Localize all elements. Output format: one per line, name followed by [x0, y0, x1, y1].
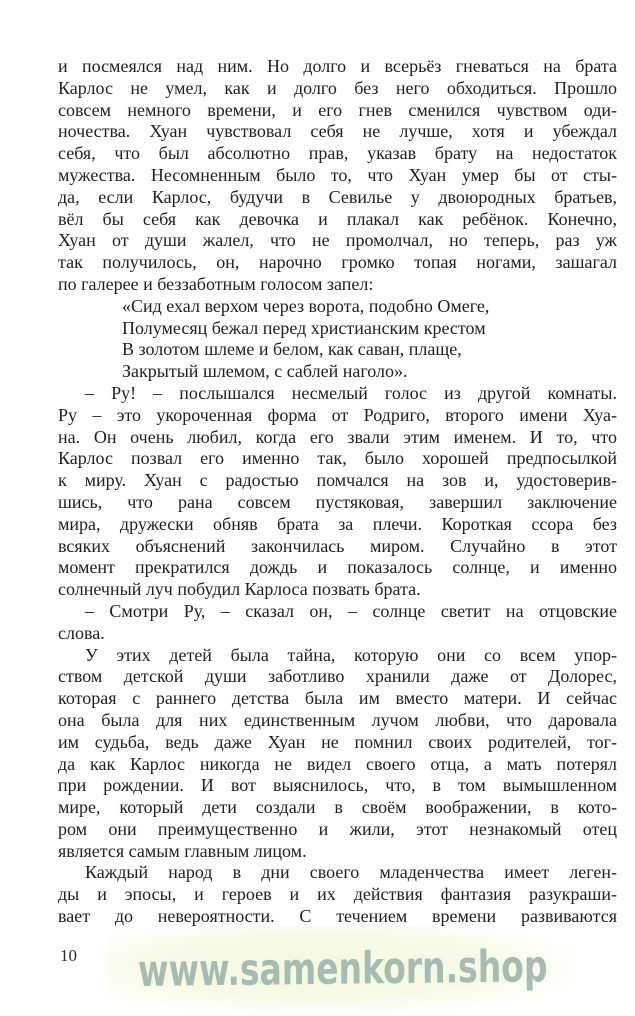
text-line-p3-l7: мира, дружески обняв брата за плечи. Короткая ссора без — [58, 513, 617, 534]
text-line-p5-l6: да как Карлос никогда не видел своего отца, а мать потерял — [58, 753, 617, 774]
text-line-p1-l8: вёл бы себя как девочка и плакал как ребёнок. Конечно, — [58, 208, 617, 229]
text-line-p3-l10: солнечный луч побудил Карлоса позвать брата. — [58, 579, 421, 600]
text-line-p1-l6: мужества. Несомненным было то, что Хуан умер бы от сты- — [58, 164, 617, 185]
text-line-p6-l1: Каждый народ в дни своего младенчества имеет леген- — [85, 862, 617, 883]
text-line-p2-l3: В золотом шлеме и белом, как саван, плаще, — [122, 339, 462, 360]
text-line-p5-l4: она была для них единственным лучом любви, что даровала — [58, 709, 617, 730]
text-line-p3-l5: к миру. Хуан с радостью помчался на зов и, удостоверив- — [58, 470, 617, 491]
text-line-p1-l2: Карлос не умел, как и долго без него обходиться. Прошло — [58, 77, 617, 98]
text-line-p5-l1: У этих детей была тайна, которую они со всем упор- — [85, 644, 617, 665]
text-line-p1-l11: по галерее и беззаботным голосом запел: — [58, 273, 374, 294]
text-line-p4-l1: – Смотри Ру, – сказал он, – солнце светит на отцовские — [85, 600, 617, 621]
watermark-glow — [108, 926, 578, 1016]
text-line-p3-l3: на. Он очень любил, когда его звали этим именем. И то, что — [58, 426, 617, 447]
text-line-p3-l9: момент прекратился дождь и показалось солнце, и именно — [58, 557, 617, 578]
text-line-p1-l1: и посмеялся над ним. Но долго и всерьёз гневаться на брата — [58, 56, 617, 76]
text-line-p1-l4: ночества. Хуан чувствовал себя не лучше, хотя и убеждал — [58, 121, 617, 142]
text-line-p6-l2: ды и эпосы, и героев и их действия фантазия разукраши- — [58, 884, 617, 905]
text-line-p5-l7: при рождении. И вот выяснилось, что, в том вымышленном — [58, 775, 617, 796]
text-line-p5-l3: которая с раннего детства была им вместо матери. И сейчас — [58, 688, 617, 709]
text-line-p3-l6: шись, что рана совсем пустяковая, завершил заключение — [58, 491, 617, 512]
text-line-p5-l9: ром они преимущественно и жили, этот незнакомый отец — [58, 818, 617, 839]
page-number: 10 — [60, 946, 77, 965]
text-line-p2-l1: «Сид ехал верхом через ворота, подобно Омеге, — [122, 295, 490, 316]
text-line-p5-l8: мире, который дети создали в своём воображении, в кото- — [58, 797, 617, 818]
text-line-p5-l5: им судьба, ведь даже Хуан не помнил своих родителей, тог- — [58, 731, 617, 752]
text-line-p2-l4: Закрытый шлемом, с саблей наголо». — [122, 361, 408, 382]
text-line-p1-l10: так получилось, он, нарочно громко топая ногами, зашагал — [58, 252, 617, 273]
text-line-p3-l4: Карлос позвал его именно так, было хорошей предпосылкой — [58, 448, 617, 469]
text-line-p1-l9: Хуан от души жалел, что не промолчал, но теперь, раз уж — [58, 230, 617, 251]
text-line-p4-l2: слова. — [58, 622, 105, 643]
text-line-p2-l2: Полумесяц бежал перед христианским крестом — [122, 317, 486, 338]
page-text-block — [58, 56, 617, 928]
watermark-url-text: www.samenkorn.shop — [137, 940, 548, 997]
text-line-p1-l7: да, если Карлос, будучи в Севилье у двоюродных братьев, — [58, 186, 617, 207]
text-line-p5-l2: ством детской души заботливо хранили даже от Долорес, — [58, 666, 617, 687]
text-line-p1-l3: совсем немного времени, и его гнев сменился чувством оди- — [58, 99, 617, 120]
text-line-p3-l1: – Ру! – послышался несмелый голос из другой комнаты. — [85, 382, 617, 403]
text-line-p3-l8: всяких объяснений закончилась миром. Случайно в этот — [58, 535, 617, 556]
text-line-p1-l5: себя, что был абсолютно прав, указав брату на недостаток — [58, 143, 617, 164]
text-line-p3-l2: Ру – это укороченная форма от Родриго, второго имени Хуа- — [58, 404, 617, 425]
text-line-p5-l10: является самым главным лицом. — [58, 840, 307, 861]
text-line-p6-l3: вает до невероятности. С течением времени развиваются — [58, 906, 617, 927]
